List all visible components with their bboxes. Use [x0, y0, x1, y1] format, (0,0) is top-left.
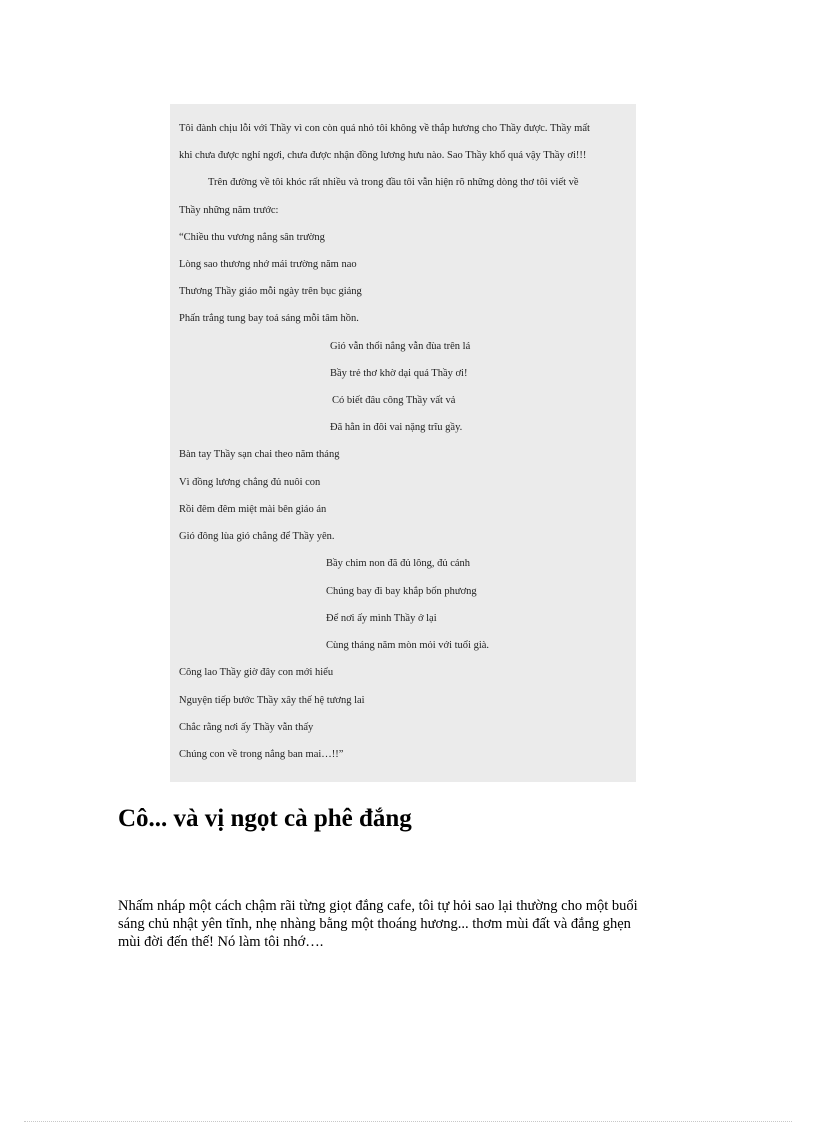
poem-line: khi chưa được nghỉ ngơi, chưa được nhận đồng lương hưu nào. Sao Thầy khổ quá vậy Thầy ơi!!! [179, 150, 587, 161]
poem-line: Gió vẫn thổi nắng vẫn đùa trên lá [330, 341, 471, 352]
poem-line: Bầy trẻ thơ khờ dại quá Thầy ơi! [330, 368, 468, 379]
page-bottom-divider [24, 1121, 792, 1122]
poem-line: Tôi đành chịu lỗi với Thầy vì con còn quá nhỏ tôi không về thắp hương cho Thầy được. Thầy mất [179, 123, 590, 134]
article-paragraph [118, 897, 698, 951]
poem-line: Thầy những năm trước: [179, 205, 279, 216]
poem-line: Cùng tháng năm mòn mỏi với tuổi già. [326, 640, 490, 651]
paragraph-line: sáng chủ nhật yên tĩnh, nhẹ nhàng bằng một thoáng hương... thơm mùi đất và đắng ghẹn [118, 916, 631, 932]
poem-line: Có biết đâu công Thầy vất vả [332, 395, 456, 406]
poem-line: Để nơi ấy mình Thầy ở lại [326, 613, 437, 624]
poem-line: Vì đồng lương chẳng đủ nuôi con [179, 477, 321, 488]
poem-line: Công lao Thầy giờ đây con mới hiểu [179, 667, 334, 678]
paragraph-line: Nhấm nháp một cách chậm rãi từng giọt đắng cafe, tôi tự hỏi sao lại thường cho một buổi [118, 898, 638, 914]
poem-line: Nguyện tiếp bước Thầy xây thế hệ tương lai [179, 695, 365, 706]
poem-line: Phấn trắng tung bay toả sáng mỗi tâm hồn. [179, 313, 359, 324]
poem-line: Chúng con về trong nắng ban mai…!!” [179, 749, 344, 760]
poem-line: Gió đông lùa gió chẳng để Thầy yên. [179, 531, 335, 542]
poem-line: Chúng bay đi bay khắp bốn phương [326, 586, 477, 597]
paragraph-line: mùi đời đến thế! Nó làm tôi nhớ…. [118, 934, 324, 950]
article-heading: Cô... và vị ngọt cà phê đắng [118, 805, 412, 832]
poem-line: Bàn tay Thầy sạn chai theo năm tháng [179, 449, 340, 460]
poem-line: Thương Thầy giáo mỗi ngày trên bục giảng [179, 286, 362, 297]
poem-line: Trên đường về tôi khóc rất nhiều và trong đầu tôi vẫn hiện rõ những dòng thơ tôi viết về [208, 177, 579, 188]
poem-line: Đã hằn in đôi vai nặng trĩu gầy. [330, 422, 463, 433]
scanned-poem-image [170, 104, 636, 782]
poem-line: Chắc rằng nơi ấy Thầy vẫn thấy [179, 722, 314, 733]
poem-line: Rồi đêm đêm miệt mài bên giáo án [179, 504, 327, 515]
poem-line: Bầy chim non đã đủ lông, đủ cánh [326, 558, 471, 569]
poem-line: “Chiều thu vương nắng sân trường [179, 232, 325, 243]
poem-line: Lòng sao thương nhớ mái trường năm nao [179, 259, 357, 270]
